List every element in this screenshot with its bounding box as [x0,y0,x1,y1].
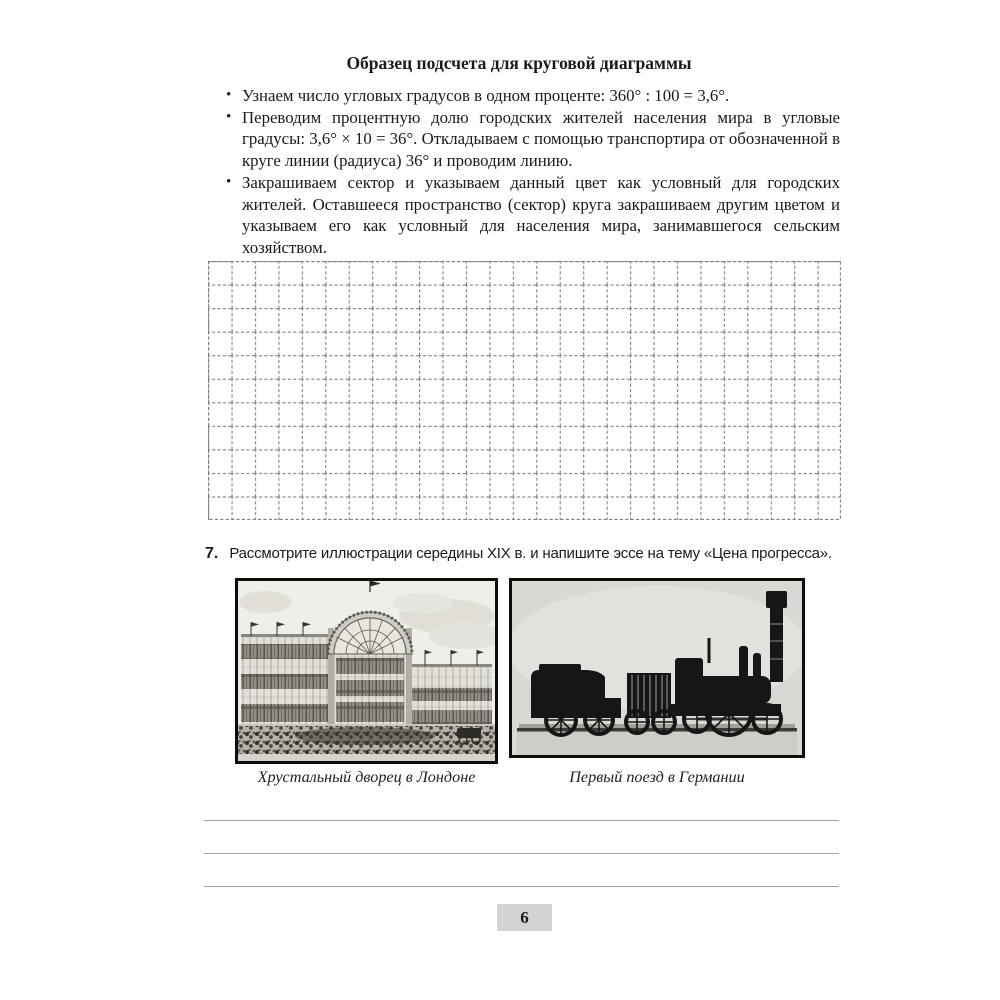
bullet-item [226,172,840,259]
task-7 [205,545,845,563]
answer-line [204,886,839,887]
crystal-palace-engraving [235,578,498,764]
bullet-text: Узнаем число угловых градусов в одном проценте: 360° : 100 = 3,6°. [242,86,730,105]
bullet-item [226,107,840,172]
figure-first-german-train [509,578,805,758]
page-number: 6 [520,908,529,927]
pie-sample-title: Образец подсчета для круговой диаграммы [346,53,692,73]
bullet-text: Закрашиваем сектор и указываем данный цвет как условный для городских жителей. Оставшееся пространство (сектор) круга закрашиваем другим цветом и указываем его как условный для населения мира, занимавшегося сельским хозяйством. [242,172,840,257]
page-number-badge [497,904,552,931]
first-german-train-photo [509,578,805,758]
bullet-item [226,85,840,107]
bullet-dot: • [226,173,232,190]
answer-line [204,820,839,821]
caption-crystal-palace: Хрустальный дворец в Лондоне [257,768,476,786]
drawing-grid [208,261,841,525]
bullet-dot: • [226,87,232,103]
pie-sample-bullet-list [226,85,840,259]
graph-paper-grid [208,261,841,520]
caption-first-german-train: Первый поезд в Германии [569,768,745,786]
task-number: 7. [205,545,219,562]
bullet-dot: • [226,108,232,125]
answer-line [204,853,839,854]
task-text: Рассмотрите иллюстрации середины XIX в. и напишите эссе на тему «Цена прогресса». [229,545,832,562]
bullet-text: Переводим процентную долю городских жителей населения мира в угловые градусы: 3,6° × 10 = 36°. Откладываем с помощью транспортира от обозначенной в круге линии (радиуса) 36° и проводим линию. [242,107,840,171]
figure-crystal-palace [235,578,498,764]
